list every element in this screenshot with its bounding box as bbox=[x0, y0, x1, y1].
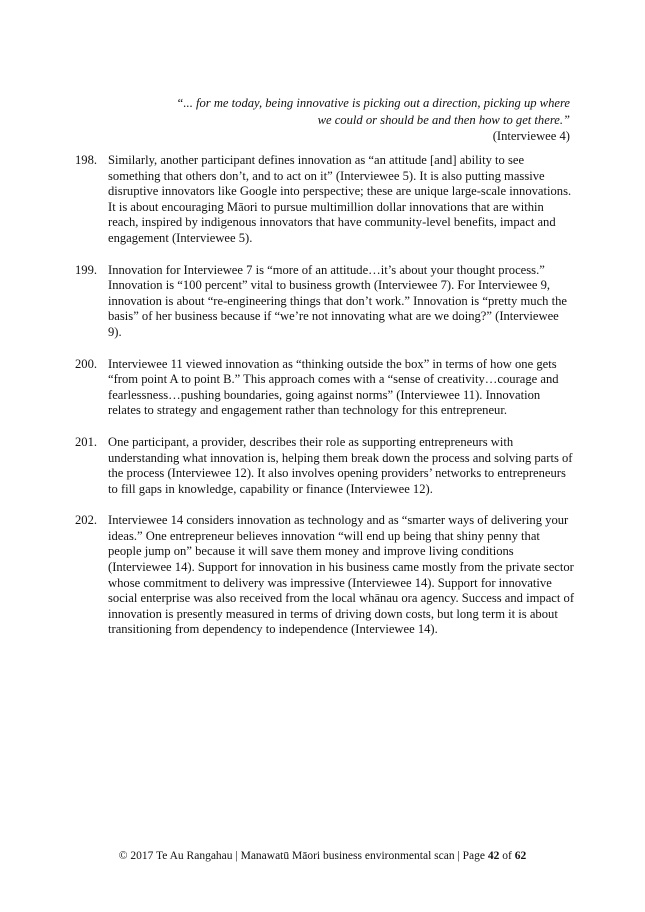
paragraph-text: Interviewee 14 considers innovation as technology and as “smarter ways of delivering your ideas.” One entrepreneur believes innovation “will end up being that shiny penny that people jump on” because it will save them money and improve living conditions (Interviewee 14). Support for innovation in his business came mostly from the private sector whose commitment to delivery was impressive (Interviewee 14). Support for innovative social enterprise was also received from the local whānau ora agency. Success and impact of innovation is presently measured in terms of driving down costs, but long term it is about transitioning from dependency to independence (Interviewee 14). bbox=[108, 513, 575, 637]
paragraph-number: 202. bbox=[75, 513, 98, 528]
footer-text: © 2017 Te Au Rangahau | Manawatū Māori business environmental scan | Page bbox=[118, 850, 488, 862]
paragraph-198 bbox=[75, 153, 575, 247]
quote-citation: (Interviewee 4) bbox=[492, 129, 570, 143]
paragraph-number: 201. bbox=[75, 434, 98, 449]
paragraph-number: 199. bbox=[75, 262, 98, 277]
paragraph-number: 200. bbox=[75, 356, 98, 371]
paragraph-number: 198. bbox=[75, 153, 98, 167]
footer-page-total: 62 bbox=[514, 850, 527, 862]
paragraph-text: Innovation for Interviewee 7 is “more of an attitude…it’s about your thought process.” Innovation is “100 percent” vital to business growth (Interviewee 7). For Interviewee 9, innovation is about “re-engineering things that don’t work.” Innovation is “pretty much the basis” of her business because if “we’re not innovating what are we doing?” (Interviewee 9). bbox=[108, 262, 567, 339]
block-quote bbox=[150, 95, 570, 145]
footer-page-current: 42 bbox=[487, 850, 500, 862]
paragraph-text: Similarly, another participant defines innovation as “an attitude [and] ability to see something that others don’t, and to act on it” (Interviewee 5). It is also putting massive disruptive innovators like Google into perspective; these are unique large-scale innovations. It is about encouraging Māori to pursue multimillion dollar innovations that are within reach, inspired by indigenous innovators that have community-level benefits, impact and engagement (Interviewee 5). bbox=[108, 153, 572, 245]
paragraph-202 bbox=[75, 513, 575, 638]
footer-page-of: of bbox=[499, 850, 515, 862]
quote-line-1: “... for me today, being innovative is picking out a direction, picking up where bbox=[176, 96, 570, 110]
numbered-paragraphs bbox=[75, 153, 575, 654]
paragraph-201 bbox=[75, 435, 575, 497]
paragraph-text: Interviewee 11 viewed innovation as “thinking outside the box” in terms of how one gets “from point A to point B.” This approach comes with a “sense of creativity…courage and fearlessness…pushing boundaries, going against norms” (Interviewee 11). Innovation relates to strategy and engagement rather than technology for this entrepreneur. bbox=[108, 356, 559, 418]
paragraph-200 bbox=[75, 357, 575, 419]
page-footer bbox=[0, 849, 645, 863]
paragraph-text: One participant, a provider, describes their role as supporting entrepreneurs with understanding what innovation is, helping them break down the process and solving parts of the process (Interviewee 12). It also involves opening providers’ networks to entrepreneurs to fill gaps in knowledge, capability or finance (Interviewee 12). bbox=[108, 434, 573, 496]
quote-line-2: we could or should be and then how to get there.” bbox=[317, 112, 570, 127]
paragraph-199 bbox=[75, 263, 575, 341]
